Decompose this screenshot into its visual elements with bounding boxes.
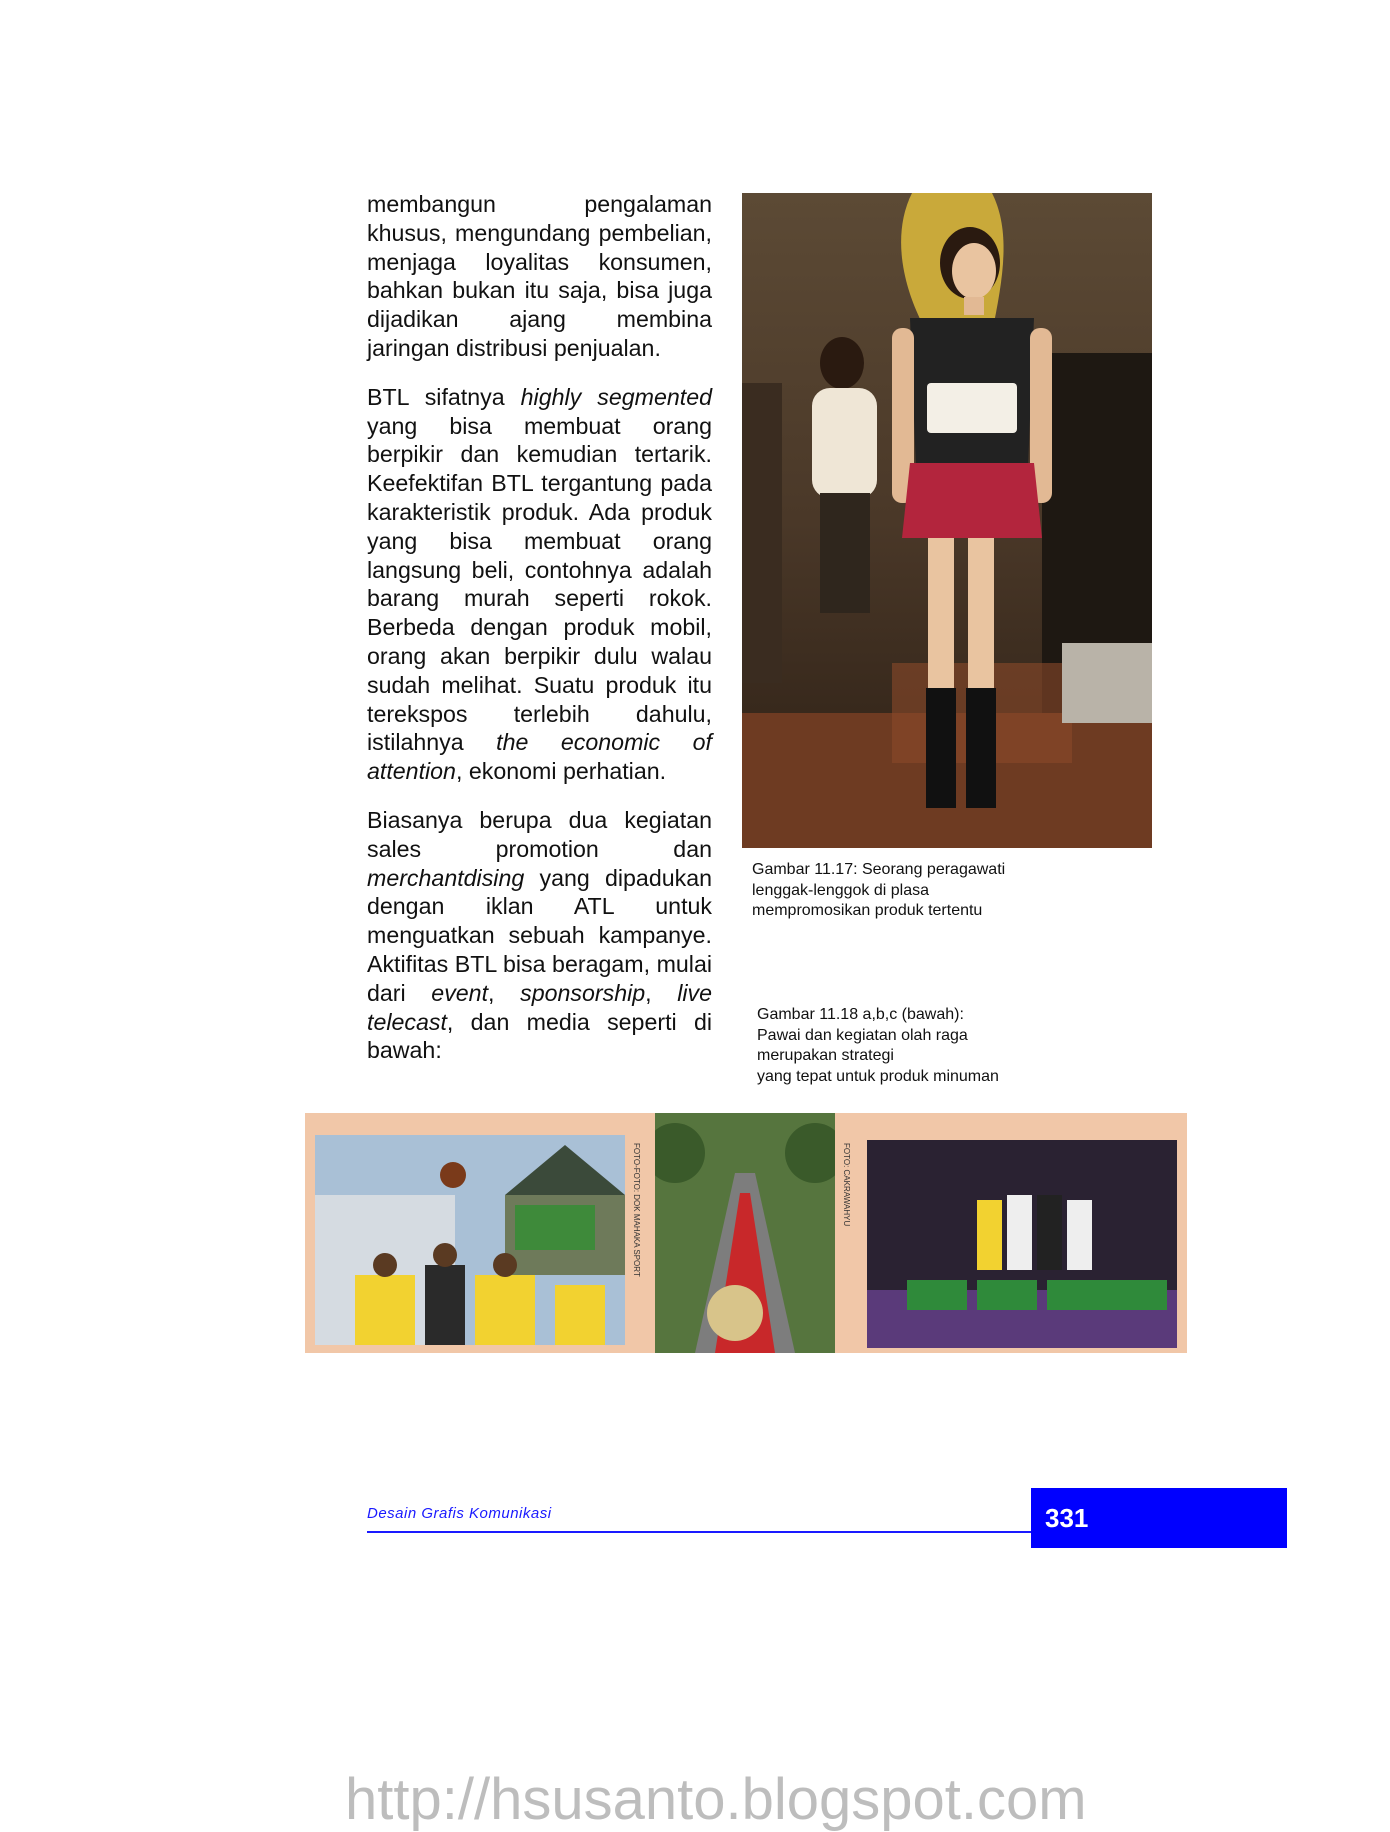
page-number: 331 xyxy=(1031,1488,1287,1548)
photo-award-illustration xyxy=(867,1140,1177,1348)
photo-strip xyxy=(305,1113,1187,1353)
photo-model-illustration xyxy=(742,193,1152,848)
photo-parade-event xyxy=(655,1113,835,1353)
paragraph-2: BTL sifatnya highly segmented yang bisa membuat orang berpikir dan kemudian tertarik. Keefektifan BTL tergantung pada karakteristik produk. Ada produk yang bisa membuat orang langsung beli, contohnya adalah barang murah seperti rokok. Berbeda dengan produk mobil, orang akan berpikir dulu walau sudah melihat. Suatu produk itu terekspos terlebih dahulu, istilahnya the economic of attention, ekonomi perhatian. xyxy=(367,383,712,785)
photo-credit-b: FOTO: CAKRAWAHYU xyxy=(842,1143,851,1227)
photo-credit-a: FOTO-FOTO: DOK MAHAKA SPORT xyxy=(632,1143,641,1277)
photo-award-ceremony xyxy=(867,1140,1177,1348)
photo-model-promotion xyxy=(742,193,1152,848)
photo-parade-illustration xyxy=(655,1113,835,1353)
footer-rule xyxy=(367,1531,1032,1533)
body-text xyxy=(367,190,712,1085)
caption-figure-11-17: Gambar 11.17: Seorang peragawati lenggak-lenggok di plasa mempromosikan produk tertentu xyxy=(752,861,1006,919)
paragraph-1: membangun pengalaman khusus, mengundang pembelian, menjaga loyalitas konsumen, bahkan bukan itu saja, bisa juga dijadikan ajang membina jaringan distribusi penjualan. xyxy=(367,191,712,361)
paragraph-3: Biasanya berupa dua kegiatan sales promotion dan merchantdising yang dipadukan dengan iklan ATL untuk menguatkan sebuah kampanye. Aktifitas BTL bisa beragam, mulai dari event, sponsorship, live telecast, dan media seperti di bawah: xyxy=(367,806,713,1064)
footer-book-title: Desain Grafis Komunikasi xyxy=(367,1505,552,1522)
watermark-url: http://hsusanto.blogspot.com xyxy=(345,1767,1087,1832)
photo-basketball-illustration xyxy=(315,1135,625,1345)
photo-basketball-event xyxy=(315,1135,625,1345)
caption-figure-11-18: Gambar 11.18 a,b,c (bawah): Pawai dan kegiatan olah raga merupakan strategi yang tepat untuk produk minuman xyxy=(757,1006,999,1085)
